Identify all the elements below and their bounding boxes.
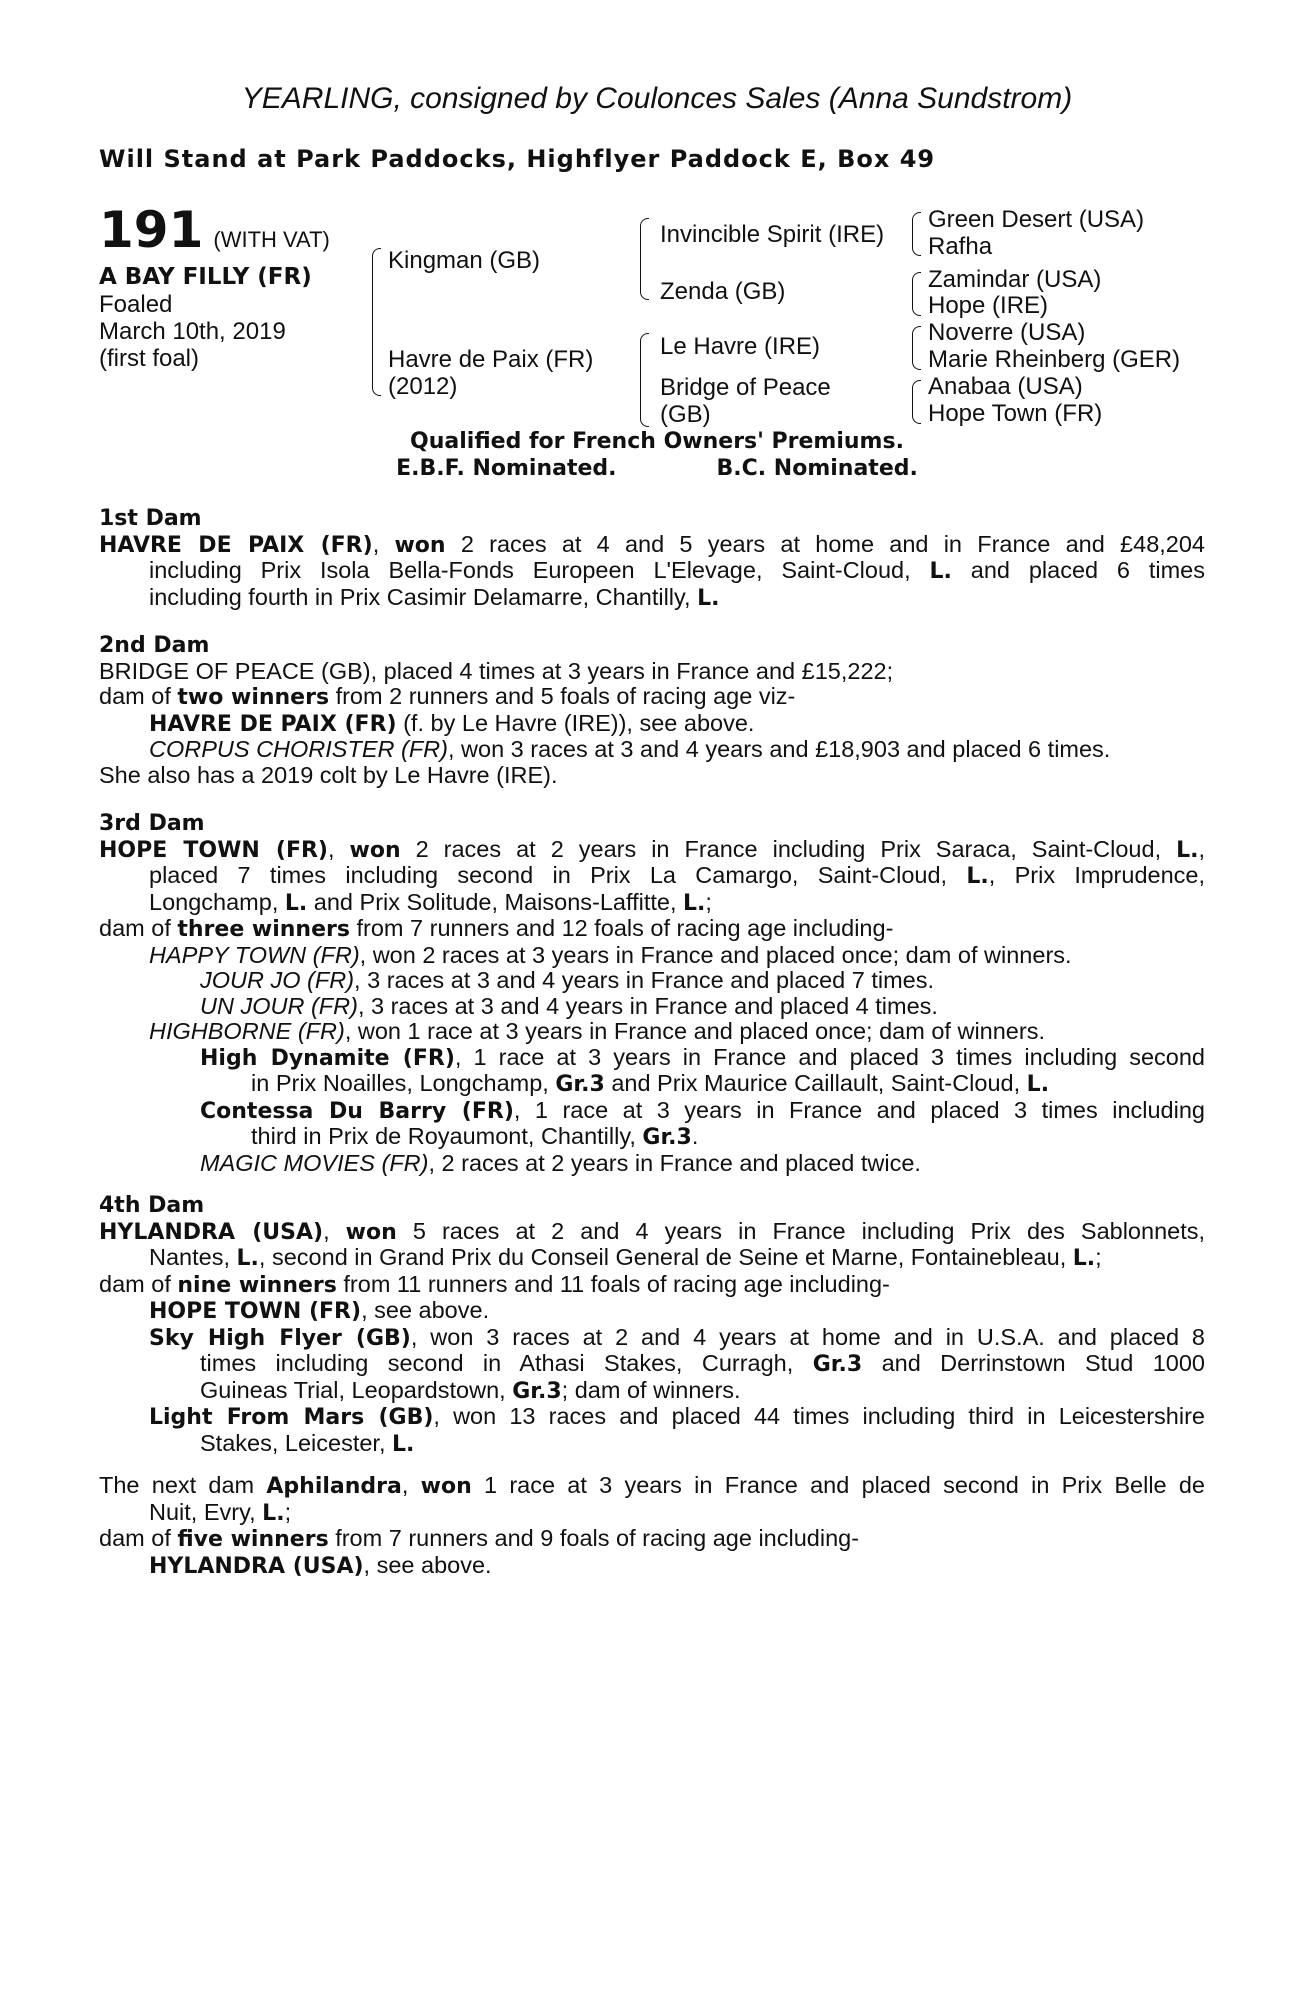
horse-name: A BAY FILLY (FR) xyxy=(99,264,312,290)
text-line: HOPE TOWN (FR), won 2 races at 2 years in France including Prix Saraca, Saint-Cloud, L., xyxy=(99,835,1206,863)
section-3rd-dam xyxy=(99,811,1205,1176)
text-line: times including second in Athasi Stakes, Curragh, Gr.3 and Derrinstown Stud 1000 xyxy=(200,1350,1206,1377)
section-heading: 2nd Dam xyxy=(99,633,210,658)
text-line: BRIDGE OF PEACE (GB), placed 4 times at 3 years in France and £15,222; xyxy=(99,657,894,684)
text-line: Nuit, Evry, L.; xyxy=(149,1498,292,1526)
foal-note: (first foal) xyxy=(99,345,200,372)
horse-name: UN JOUR (FR) xyxy=(200,992,358,1019)
ebf-note: E.B.F. Nominated. xyxy=(396,456,617,481)
text-line: JOUR JO (FR), 3 races at 3 and 4 years in France and placed 7 times. xyxy=(200,967,935,993)
horse-name: CORPUS CHORISTER (FR) xyxy=(149,736,448,762)
nominations xyxy=(0,456,1314,481)
pedigree-ddd: Hope Town (FR) xyxy=(928,400,1103,427)
text-line: dam of three winners from 7 runners and 12 foals of racing age including- xyxy=(99,915,894,942)
premiums-note: Qualified for French Owners' Premiums. xyxy=(410,429,904,454)
text-line: Longchamp, L. and Prix Solitude, Maisons-Laffitte, L.; xyxy=(149,888,712,916)
horse-name: HAVRE DE PAIX (FR) xyxy=(99,532,373,558)
text-line: The next dam Aphilandra, won 1 race at 3 years in France and placed second in Prix Belle de xyxy=(99,1472,1205,1499)
pedigree-dam: Havre de Paix (FR) xyxy=(388,346,594,373)
pedigree-brace xyxy=(640,218,649,300)
text-line: CORPUS CHORISTER (FR), won 3 races at 3 and 4 years and £18,903 and placed 6 times. xyxy=(149,736,1111,762)
lot-header xyxy=(99,201,330,259)
lot-details xyxy=(99,264,312,372)
lot-number: 191 xyxy=(99,201,204,259)
pedigree-sire-sire: Invincible Spirit (IRE) xyxy=(660,221,885,248)
horse-name: Aphilandra xyxy=(266,1474,402,1499)
pedigree-dsd: Marie Rheinberg (GER) xyxy=(928,346,1181,373)
section-1st-dam xyxy=(99,506,1205,611)
foaled-label: Foaled xyxy=(99,291,173,318)
section-2nd-dam xyxy=(99,633,1205,788)
horse-name: HOPE TOWN (FR) xyxy=(99,837,328,863)
horse-name: MAGIC MOVIES (FR) xyxy=(200,1149,429,1176)
text-line: Nantes, L., second in Grand Prix du Conseil General de Seine et Marne, Fontainebleau, L.; xyxy=(149,1244,1102,1271)
pedigree-dam-year: (2012) xyxy=(388,373,458,400)
text-line: HAVRE DE PAIX (FR) (f. by Le Havre (IRE)), see above. xyxy=(149,709,755,737)
vat-note: (WITH VAT) xyxy=(213,227,330,252)
text-line: HIGHBORNE (FR), won 1 race at 3 years in France and placed once; dam of winners. xyxy=(149,1018,1045,1044)
horse-name: Contessa Du Barry (FR) xyxy=(200,1098,514,1124)
text-line: HYLANDRA (USA), see above. xyxy=(149,1551,492,1579)
text-line: HOPE TOWN (FR), see above. xyxy=(149,1297,490,1324)
text-line: in Prix Noailles, Longchamp, Gr.3 and Prix Maurice Caillault, Saint-Cloud, L. xyxy=(251,1070,1050,1097)
text-line: MAGIC MOVIES (FR), 2 races at 2 years in France and placed twice. xyxy=(200,1149,921,1176)
foaled-date: March 10th, 2019 xyxy=(99,318,286,345)
text-line: Contessa Du Barry (FR), 1 race at 3 years in France and placed 3 times including xyxy=(200,1096,1205,1124)
section-heading: 4th Dam xyxy=(99,1193,205,1218)
horse-name: HYLANDRA (USA) xyxy=(99,1219,324,1245)
pedigree-sdd: Hope (IRE) xyxy=(928,292,1049,319)
bc-note: B.C. Nominated. xyxy=(716,456,918,481)
pedigree-sss: Green Desert (USA) xyxy=(928,206,1145,233)
pedigree-dam-dam: Bridge of Peace xyxy=(660,374,831,401)
pedigree-sire: Kingman (GB) xyxy=(388,247,541,274)
section-4th-dam xyxy=(99,1193,1205,1457)
pedigree-dam-dam-suffix: (GB) xyxy=(660,401,711,428)
pedigree-dss: Noverre (USA) xyxy=(928,319,1086,346)
horse-name: HOPE TOWN (FR) xyxy=(149,1299,362,1324)
section-heading: 3rd Dam xyxy=(99,811,205,836)
stand-location: Will Stand at Park Paddocks, Highflyer Paddock E, Box 49 xyxy=(99,145,936,173)
text-line: dam of five winners from 7 runners and 9 foals of racing age including- xyxy=(99,1525,860,1552)
horse-name: HAPPY TOWN (FR) xyxy=(149,941,360,968)
text-line: including fourth in Prix Casimir Delamarre, Chantilly, L. xyxy=(149,583,720,611)
horse-name: JOUR JO (FR) xyxy=(200,967,355,993)
text-line: HYLANDRA (USA), won 5 races at 2 and 4 years in France including Prix des Sablonnets, xyxy=(99,1217,1206,1245)
text-line: HAPPY TOWN (FR), won 2 races at 3 years in France and placed once; dam of winners. xyxy=(149,941,1072,968)
pedigree-dam-sire: Le Havre (IRE) xyxy=(660,333,821,360)
text-line: Guineas Trial, Leopardstown, Gr.3; dam of winners. xyxy=(200,1376,741,1404)
pedigree-brace xyxy=(912,212,921,256)
pedigree-sds: Zamindar (USA) xyxy=(928,266,1102,293)
horse-name: HYLANDRA (USA) xyxy=(149,1553,364,1579)
text-line: dam of nine winners from 11 runners and 11 foals of racing age including- xyxy=(99,1270,890,1298)
pedigree-brace xyxy=(912,272,921,316)
horse-name: HAVRE DE PAIX (FR) xyxy=(149,711,397,737)
horse-name: Sky High Flyer (GB) xyxy=(149,1325,411,1351)
text-line: Sky High Flyer (GB), won 3 races at 2 and 4 years at home and in U.S.A. and placed 8 xyxy=(149,1323,1205,1351)
text-line: third in Prix de Royaumont, Chantilly, Gr.3. xyxy=(251,1123,699,1150)
horse-name: HIGHBORNE (FR) xyxy=(149,1018,345,1044)
text-line: Stakes, Leicester, L. xyxy=(200,1429,415,1457)
pedigree-dds: Anabaa (USA) xyxy=(928,373,1083,400)
text-line: She also has a 2019 colt by Le Havre (IRE). xyxy=(99,761,558,788)
horse-name: High Dynamite (FR) xyxy=(200,1045,455,1071)
horse-name: Light From Mars (GB) xyxy=(149,1405,434,1430)
pedigree-brace xyxy=(912,326,921,370)
text-line: placed 7 times including second in Prix La Camargo, Saint-Cloud, L., Prix Imprudence, xyxy=(149,862,1206,889)
pedigree-sire-dam: Zenda (GB) xyxy=(660,278,786,305)
text-line: UN JOUR (FR), 3 races at 3 and 4 years in France and placed 4 times. xyxy=(200,992,938,1019)
pedigree-ssd: Rafha xyxy=(928,233,993,260)
text-line: including Prix Isola Bella-Fonds Europeen L'Elevage, Saint-Cloud, L. and placed 6 times xyxy=(149,557,1206,584)
page-title: YEARLING, consigned by Coulonces Sales (Anna Sundstrom) xyxy=(241,82,1073,115)
pedigree-brace xyxy=(640,333,649,427)
pedigree-brace xyxy=(372,248,381,396)
section-next-dam xyxy=(99,1473,1205,1579)
section-heading: 1st Dam xyxy=(99,506,202,531)
text-line: Light From Mars (GB), won 13 races and placed 44 times including third in Leicestershire xyxy=(149,1403,1205,1430)
text-line: dam of two winners from 2 runners and 5 foals of racing age viz- xyxy=(99,683,796,710)
pedigree-brace xyxy=(912,380,921,424)
text-line: HAVRE DE PAIX (FR), won 2 races at 4 and 5 years at home and in France and £48,204 xyxy=(99,530,1206,558)
text-line: High Dynamite (FR), 1 race at 3 years in France and placed 3 times including second xyxy=(200,1043,1205,1071)
